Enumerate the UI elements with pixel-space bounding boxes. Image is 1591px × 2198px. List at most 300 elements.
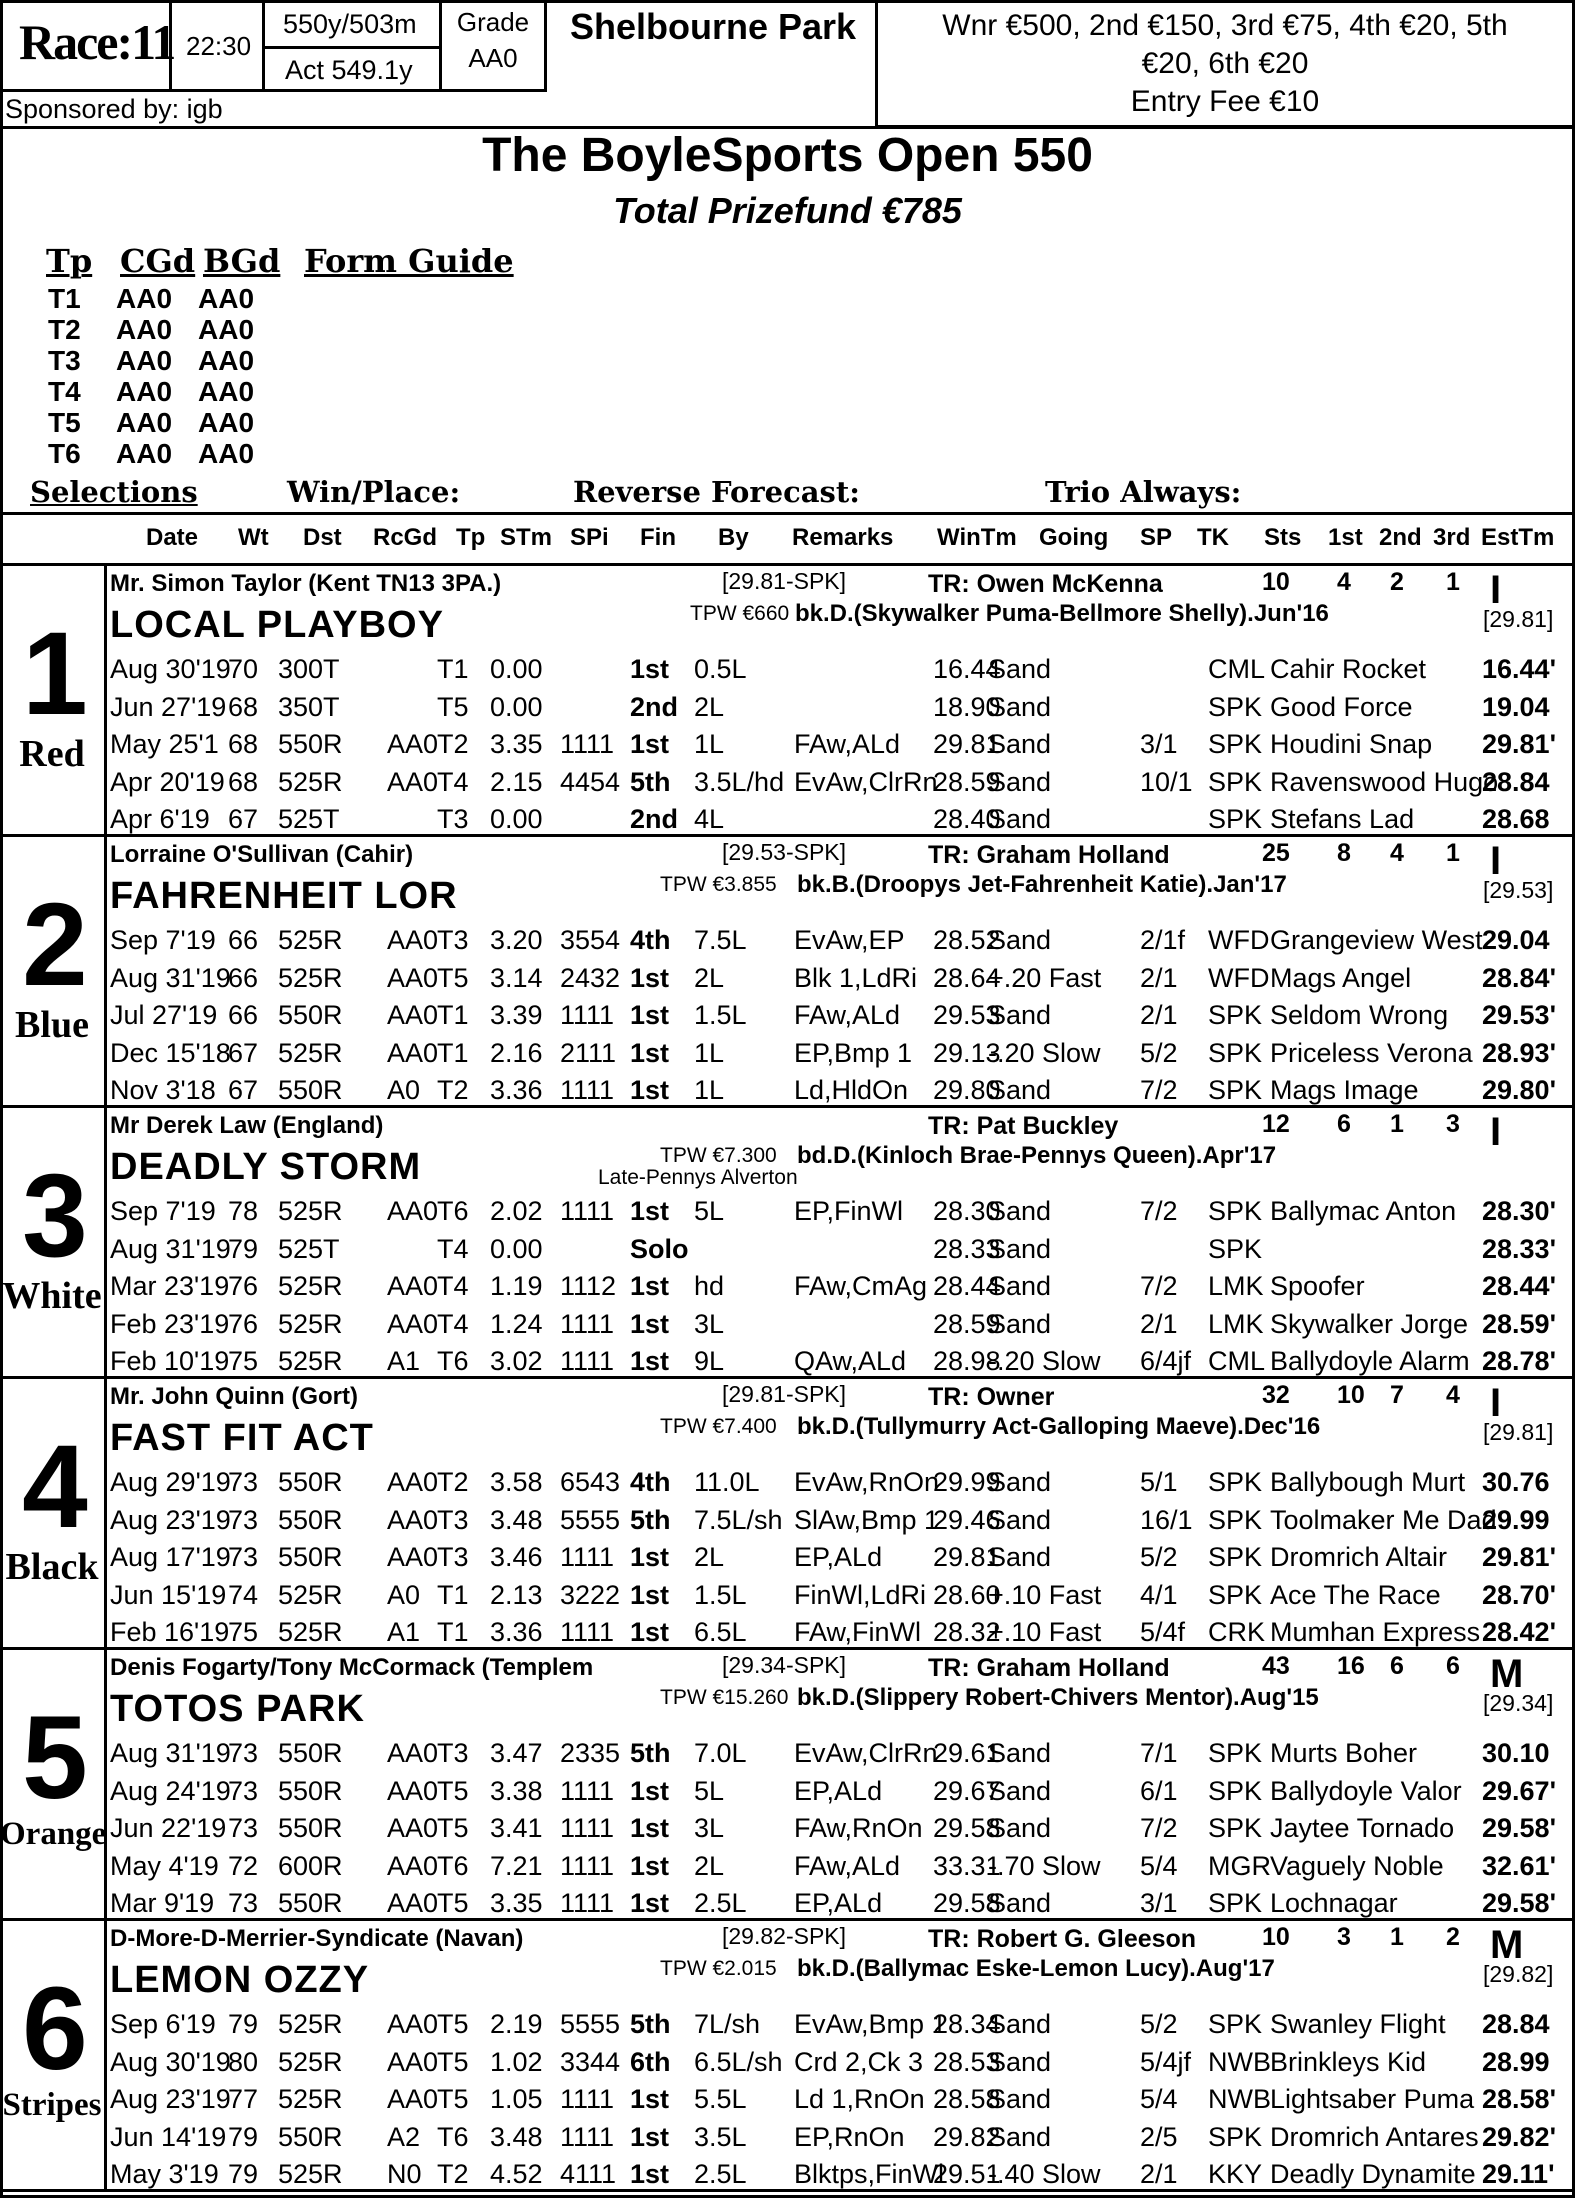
form-cell: 30.76 [1482,1467,1550,1497]
form-cell: 0.00 [490,654,543,684]
total-prize-won: TPW €3.855 [660,873,777,896]
form-cell: 28.52 [933,925,1001,955]
form-cell: 79 [228,2121,259,2152]
form-cell: 1L [694,729,725,759]
form-cell: -.70 Slow [988,1850,1101,1881]
est-best-time: [29.81] [1483,1419,1554,1445]
form-cell: 29.81' [1482,729,1556,759]
form-row [110,1346,1560,1380]
form-cell: 29.51 [933,2159,1001,2189]
form-cell: EvAw,EP [794,925,905,955]
race-grade: AA0 [468,43,518,73]
form-cell: 29.82' [1482,2121,1556,2152]
form-cell: 525R [278,925,343,955]
trio-label: Trio Always: [1045,475,1242,509]
form-cell: 1111 [560,2084,615,2114]
prize-line-2: €20, 6th €20 [1141,47,1309,80]
form-cell: T5 [437,1888,469,1918]
form-cell: 4.52 [490,2159,543,2189]
total-prize-won: TPW €7.400 [660,1415,777,1438]
form-cell: AA0 [387,1813,439,1843]
form-cell: 66 [228,1000,259,1030]
form-row [110,729,1560,763]
form-cell: Ballymac Anton [1270,1196,1457,1226]
form-cell: LMK [1208,1308,1264,1339]
form-row [110,1776,1560,1810]
column-header: Date [146,524,199,551]
form-cell: 525R [278,2046,343,2077]
form-cell: SPK [1208,1075,1263,1105]
form-cell: 7/2 [1140,1075,1178,1105]
form-cell: 7.5L [694,925,747,955]
form-cell: FAw,CmAg [794,1271,928,1301]
trap-number: 2 [22,879,88,1011]
column-header: EstTm [1481,524,1555,551]
form-row [110,1271,1560,1305]
form-cell: 2/1 [1140,1308,1178,1339]
runner-sidebar-line [104,1921,107,2192]
form-guide-cell: AA0 [198,407,255,438]
stat-value: 4 [1390,839,1404,867]
form-row [110,1738,1560,1772]
form-cell: Aug 30'19 [110,2046,231,2077]
stat-value: 2 [1390,568,1404,596]
form-cell: 3.20 [490,925,543,955]
form-cell: 67 [228,1037,259,1068]
grade-label: Grade [456,7,530,37]
form-cell: 6th [630,2046,671,2077]
form-cell: 1111 [560,1775,615,1806]
form-cell: 1.02 [490,2046,543,2077]
form-cell: FAw,RnOn [794,1813,923,1843]
form-cell: 550R [278,2121,343,2152]
form-cell: May 25'1 [110,729,219,759]
form-cell: Crd 2,Ck 3 [794,2046,924,2077]
form-cell: AA0 [387,1738,439,1768]
form-cell: 3554 [560,925,621,955]
form-cell: 73 [228,1504,259,1535]
form-cell: 7/1 [1140,1738,1178,1768]
form-cell: Grangeview West [1270,925,1483,955]
form-cell: 29.80' [1482,1075,1556,1105]
form-cell: 9L [694,1346,725,1376]
fg-head-bgd: BGd [203,242,281,280]
form-cell: AA0 [387,2009,439,2039]
form-cell: T5 [437,962,469,993]
form-cell: 1.5L [694,1579,747,1610]
form-cell: 0.5L [694,654,747,684]
breeding: bk.D.(Skywalker Puma-Bellmore Shelly).Jun'16 [795,600,1329,627]
greyhound-name: LOCAL PLAYBOY [110,604,444,646]
form-cell: 1st [630,729,670,759]
form-cell: +.10 Fast [988,1617,1102,1647]
greyhound-name: DEADLY STORM [110,1146,422,1188]
column-header: Going [1039,524,1109,551]
form-cell: AA0 [387,1308,439,1339]
form-cell: SPK [1208,1579,1263,1610]
form-cell: Sand [988,1775,1052,1806]
form-cell: 29.99 [933,1467,1001,1497]
form-cell: 29.82 [933,2121,1001,2152]
column-header: SPi [570,524,609,551]
stat-value: 43 [1262,1652,1290,1680]
form-cell: EP,FinWl [794,1196,904,1226]
form-cell: Feb 16'19 [110,1617,230,1647]
form-cell: 5th [630,2009,671,2039]
form-cell: Murts Boher [1270,1738,1418,1768]
form-cell: Jun 27'19 [110,691,227,722]
form-cell: Spoofer [1270,1271,1365,1301]
form-guide-cell: T6 [48,438,81,469]
form-cell: 3.5L [694,2121,747,2152]
form-cell: 6543 [560,1467,621,1497]
form-cell: 2.5L [694,1888,747,1918]
form-cell: Ace The Race [1270,1579,1441,1610]
est-category: I [1490,839,1502,883]
form-cell: 28.99 [1482,2046,1550,2077]
form-cell: 5L [694,1775,725,1806]
trap-colour: Blue [15,1004,89,1046]
form-cell: 29.61 [933,1738,1001,1768]
form-cell: SPK [1208,1196,1263,1226]
form-cell: SPK [1208,766,1263,797]
form-cell: Jaytee Tornado [1270,1813,1455,1843]
trainer-name: TR: Robert G. Gleeson [928,1925,1197,1953]
form-cell: 66 [228,962,259,993]
form-cell: 73 [228,1542,259,1572]
form-cell: 28.60 [933,1579,1001,1610]
form-cell: 550R [278,1888,343,1918]
form-cell: 79 [228,1233,259,1264]
form-cell: 29.58' [1482,1813,1556,1843]
stat-value: 1 [1446,839,1460,867]
form-cell: 67 [228,804,259,834]
form-cell: Deadly Dynamite [1270,2159,1476,2189]
form-cell: 2.02 [490,1196,543,1226]
form-cell: 1111 [560,2121,615,2152]
race-number-box [0,0,175,92]
form-cell: 7/2 [1140,1813,1178,1843]
form-cell: 28.78' [1482,1346,1556,1376]
form-cell: Sand [988,1738,1052,1768]
form-cell: 7.0L [694,1738,747,1768]
est-best-time: [29.53] [1483,877,1554,903]
form-cell: EP,RnOn [794,2121,905,2152]
form-cell: SPK [1208,2121,1263,2152]
form-cell: 1st [630,1000,670,1030]
form-cell: FAw,ALd [794,1850,901,1881]
form-cell: T4 [437,1308,469,1339]
owner-name: Mr. John Quinn (Gort) [110,1383,358,1410]
form-cell: 76 [228,1308,259,1339]
late-sire: Late-Pennys Alverton [598,1166,798,1189]
form-cell: Aug 31'19 [110,1233,231,1264]
form-cell: AA0 [387,1888,439,1918]
form-cell: +.10 Fast [988,1579,1102,1610]
form-cell: 525T [278,804,340,834]
form-cell: T2 [437,2159,469,2189]
form-cell: Swanley Flight [1270,2009,1446,2039]
form-cell: Apr 6'19 [110,804,210,834]
form-cell: 28.44' [1482,1271,1556,1301]
owner-name: Mr. Simon Taylor (Kent TN13 3PA.) [110,570,502,597]
form-cell: Sand [988,1813,1052,1843]
form-cell: Sand [988,691,1052,722]
form-guide-cell: AA0 [198,376,255,407]
form-cell: T1 [437,1037,469,1068]
runner-block [0,1108,1575,1379]
form-cell: 79 [228,2009,259,2039]
trap-number: 1 [22,608,88,740]
trap-colour: Red [19,733,85,775]
form-cell: Jul 27'19 [110,1000,218,1030]
form-row [110,1888,1560,1922]
form-cell: T1 [437,654,469,684]
form-cell: 2L [694,1850,725,1881]
form-cell: 3.48 [490,1504,543,1535]
form-cell: 3.14 [490,962,543,993]
form-cell: 4th [630,1467,671,1497]
form-cell: 1st [630,2121,670,2152]
form-cell: 29.13 [933,1037,1001,1068]
form-cell: Toolmaker Me Dad [1270,1504,1497,1535]
form-cell: 18.90 [933,691,1001,722]
column-header: Fin [640,524,676,551]
form-cell: 28.44 [933,1271,1001,1301]
form-cell: 2.5L [694,2159,747,2189]
form-cell: May 4'19 [110,1850,219,1881]
est-category: M [1490,1923,1524,1967]
owner-name: Lorraine O'Sullivan (Cahir) [110,841,414,868]
form-cell: NWB [1208,2084,1271,2114]
stat-value: 7 [1390,1381,1404,1409]
form-cell: Dromrich Antares [1270,2121,1479,2152]
form-cell: 1111 [560,1617,615,1647]
form-cell: 1st [630,1271,670,1301]
form-cell: 3.36 [490,1075,543,1105]
form-cell: Jun 15'19 [110,1579,227,1610]
form-cell: FAw,ALd [794,729,901,759]
prize-line-1: Wnr €500, 2nd €150, 3rd €75, 4th €20, 5th [942,9,1508,42]
form-cell: Lochnagar [1270,1888,1398,1918]
form-cell: 28.58' [1482,2084,1556,2114]
form-cell: 300T [278,654,340,684]
stat-value: 32 [1262,1381,1290,1409]
form-row [110,2159,1560,2193]
form-cell: T4 [437,1271,469,1301]
track-name: Shelbourne Park [569,6,857,47]
runner-sidebar-line [104,1379,107,1650]
best-time: [29.81-SPK] [722,568,847,594]
form-cell: 1st [630,1196,670,1226]
form-cell: 5/2 [1140,2009,1178,2039]
form-cell: 28.34 [933,2009,1001,2039]
greyhound-name: FAHRENHEIT LOR [110,875,458,917]
form-cell: 5th [630,1738,671,1768]
form-cell: -.20 Slow [988,1037,1101,1068]
form-cell: 1st [630,2159,670,2189]
form-cell: 1st [630,1542,670,1572]
form-cell: 4L [694,804,725,834]
form-cell: A1 [387,1617,421,1647]
form-cell: T2 [437,1075,469,1105]
form-cell: 28.53 [933,2046,1001,2077]
form-cell: EvAw,Bmp 1 [794,2009,947,2039]
form-cell: 1st [630,1850,670,1881]
form-row [110,1813,1560,1847]
form-row [110,1851,1560,1885]
form-cell: 6.5L/sh [694,2046,783,2077]
form-cell: 1111 [560,1196,615,1226]
form-cell: 29.67' [1482,1775,1556,1806]
form-cell: Aug 17'19 [110,1542,231,1572]
trainer-name: TR: Graham Holland [928,841,1170,869]
reverse-forecast-label: Reverse Forecast: [573,475,860,509]
total-prize-won: TPW €7.300 [660,1144,777,1167]
runner-block [0,1921,1575,2192]
owner-name: Denis Fogarty/Tony McCormack (Templem [110,1654,594,1681]
form-cell: 2nd [630,691,679,722]
form-cell: 2/1f [1140,925,1186,955]
form-cell: 4th [630,925,671,955]
stat-value: 1 [1390,1923,1404,1951]
form-cell: Aug 24'19 [110,1775,231,1806]
form-cell: 0.00 [490,804,543,834]
form-cell: 1st [630,1308,670,1339]
form-cell: Sand [988,729,1052,759]
form-cell: 29.58 [933,1888,1001,1918]
race-time: 22:30 [186,31,252,61]
form-cell: 550R [278,1075,343,1105]
form-cell: Dec 15'18 [110,1037,231,1068]
form-cell: Sand [988,925,1052,955]
form-cell: 1st [630,1346,670,1376]
form-cell: 2.15 [490,766,543,797]
form-row [110,2009,1560,2043]
stat-value: 10 [1262,1923,1290,1951]
form-cell: A0 [387,1075,421,1105]
form-cell: 0.00 [490,691,543,722]
form-cell: 28.58 [933,2084,1001,2114]
form-cell: T6 [437,1346,469,1376]
form-cell: AA0 [387,1467,439,1497]
form-cell: 73 [228,1775,259,1806]
fg-head-cgd: CGd [120,242,196,280]
form-cell: 76 [228,1271,259,1301]
prizefund: Total Prizefund €785 [613,190,962,231]
form-cell: Ballydoyle Alarm [1270,1346,1470,1376]
form-cell: SPK [1208,1504,1263,1535]
form-cell: Sand [988,804,1052,834]
form-cell: FAw,FinWl [794,1617,922,1647]
form-cell: 1.19 [490,1271,543,1301]
form-cell: 1.24 [490,1308,543,1339]
form-row [110,2047,1560,2081]
form-cell: 2/1 [1140,962,1178,993]
form-cell: 3344 [560,2046,621,2077]
trap-colour: White [2,1275,102,1317]
form-cell: Blk 1,LdRi [794,962,918,993]
breeding: bk.D.(Ballymac Eske-Lemon Lucy).Aug'17 [797,1955,1275,1982]
runner-sidebar-line [104,837,107,1108]
form-cell: 525R [278,1308,343,1339]
form-row [110,767,1560,801]
form-cell: 1st [630,1888,670,1918]
form-cell: EP,ALd [794,1542,883,1572]
column-header: RcGd [373,524,438,551]
form-cell: 5th [630,766,671,797]
form-cell: 28.64 [933,962,1001,993]
form-cell: Sep 7'19 [110,925,216,955]
form-row [110,1505,1560,1539]
column-header: 3rd [1433,524,1471,551]
form-cell: 2.13 [490,1579,543,1610]
stat-value: 1 [1390,1110,1404,1138]
form-cell: 550R [278,1504,343,1535]
form-cell: EvAw,ClrRn [794,1738,938,1768]
form-cell: 77 [228,2084,259,2114]
form-cell: CML [1208,1346,1266,1376]
runner-block [0,1379,1575,1650]
form-cell: 68 [228,766,259,797]
form-cell: 3L [694,1813,725,1843]
form-cell: 6.5L [694,1617,747,1647]
form-cell: 5/4 [1140,2084,1178,2114]
form-row [110,1038,1560,1072]
form-cell: 73 [228,1738,259,1768]
form-cell: AA0 [387,1271,439,1301]
form-cell: 29.53 [933,1000,1001,1030]
form-cell: 1L [694,1075,725,1105]
runner-block [0,1650,1575,1921]
form-cell: 3.5L/hd [694,766,785,797]
form-cell: SPK [1208,2009,1263,2039]
form-cell: Sand [988,2046,1052,2077]
form-guide-cell: AA0 [116,438,173,469]
form-cell: 11.0L [694,1467,760,1497]
form-cell: 1111 [560,1000,615,1030]
greyhound-name: LEMON OZZY [110,1959,370,2001]
form-cell: 1st [630,1075,670,1105]
form-cell: 600R [278,1850,343,1881]
form-cell: 74 [228,1579,259,1610]
form-cell: T2 [437,1467,469,1497]
form-cell: 2/5 [1140,2121,1178,2152]
form-cell: 1L [694,1037,725,1068]
form-cell: NWB [1208,2046,1271,2077]
form-cell: Aug 31'19 [110,1738,231,1768]
form-cell: Mags Angel [1270,962,1412,993]
form-cell: -.40 Slow [988,2159,1101,2189]
form-cell: 7/2 [1140,1271,1178,1301]
est-best-time: [29.34] [1483,1690,1554,1716]
stat-value: 1 [1446,568,1460,596]
form-cell: Mar 9'19 [110,1888,215,1918]
form-cell: WFD [1208,925,1270,955]
form-cell: T1 [437,1000,469,1030]
form-cell: 525R [278,1037,343,1068]
form-cell: 0.00 [490,1233,543,1264]
prize-box [875,0,1575,128]
best-time: [29.81-SPK] [722,1381,847,1407]
stat-value: 10 [1262,568,1290,596]
form-cell: 19.04 [1482,691,1550,722]
form-guide-cell: AA0 [198,345,255,376]
column-header: SP [1140,524,1173,551]
form-cell: 550R [278,1738,343,1768]
form-cell: 68 [228,691,259,722]
form-cell: SPK [1208,1738,1263,1768]
